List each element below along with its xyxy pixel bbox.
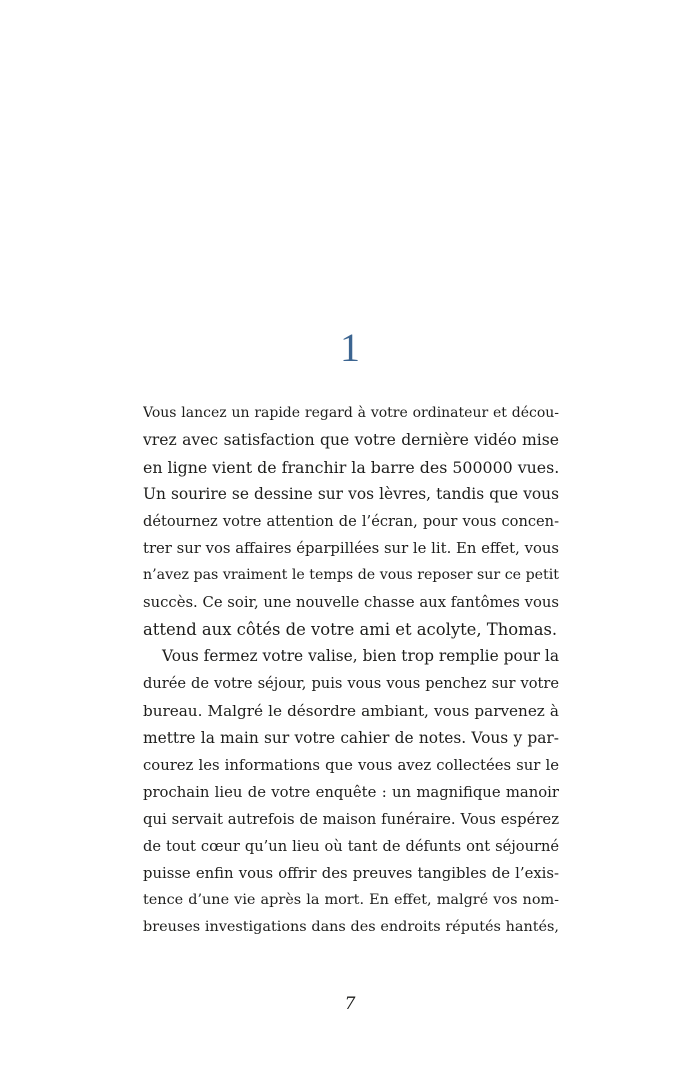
text-line: qui servait autrefois de maison funéraire. Vous espérez — [143, 810, 559, 828]
text-line: succès. Ce soir, une nouvelle chasse aux fantômes vous — [143, 594, 559, 612]
text-line: prochain lieu de votre enquête : un magnifique manoir — [143, 783, 559, 801]
text-line: tence d’une vie après la mort. En effet, malgré vos nom- — [143, 891, 559, 908]
text-line: puisse enfin vous offrir des preuves tangibles de l’exis- — [143, 864, 559, 882]
text-line: courez les informations que vous avez collectées sur le — [143, 756, 559, 774]
text-line: Vous fermez votre valise, bien trop remplie pour la — [162, 647, 559, 666]
text-line: durée de votre séjour, puis vous vous penchez sur votre — [143, 675, 559, 693]
paragraph-1 — [143, 400, 559, 643]
page-number: 7 — [344, 994, 356, 1014]
chapter-number: 1 — [340, 325, 360, 370]
body-text — [143, 400, 559, 941]
text-line: vrez avec satisfaction que votre dernière vidéo mise — [143, 431, 559, 450]
text-line: Vous lancez un rapide regard à votre ordinateur et décou- — [143, 405, 559, 421]
text-line: bureau. Malgré le désordre ambiant, vous parvenez à — [143, 701, 559, 720]
text-line: en ligne vient de franchir la barre des 500000 vues. — [143, 458, 559, 478]
text-line: détournez votre attention de l’écran, pour vous concen- — [143, 513, 559, 531]
text-line: trer sur vos affaires éparpillées sur le lit. En effet, vous — [143, 540, 559, 558]
text-line: attend aux côtés de votre ami et acolyte, Thomas. — [143, 620, 558, 640]
paragraph-2 — [143, 643, 559, 941]
text-line: de tout cœur qu’un lieu où tant de défunts ont séjourné — [143, 837, 559, 855]
text-line: n’avez pas vraiment le temps de vous reposer sur ce petit — [143, 567, 559, 584]
text-line: mettre la main sur votre cahier de notes. Vous y par- — [143, 728, 559, 747]
text-line: Un sourire se dessine sur vos lèvres, tandis que vous — [143, 485, 559, 504]
text-line: breuses investigations dans des endroits réputés hantés, — [143, 918, 559, 935]
